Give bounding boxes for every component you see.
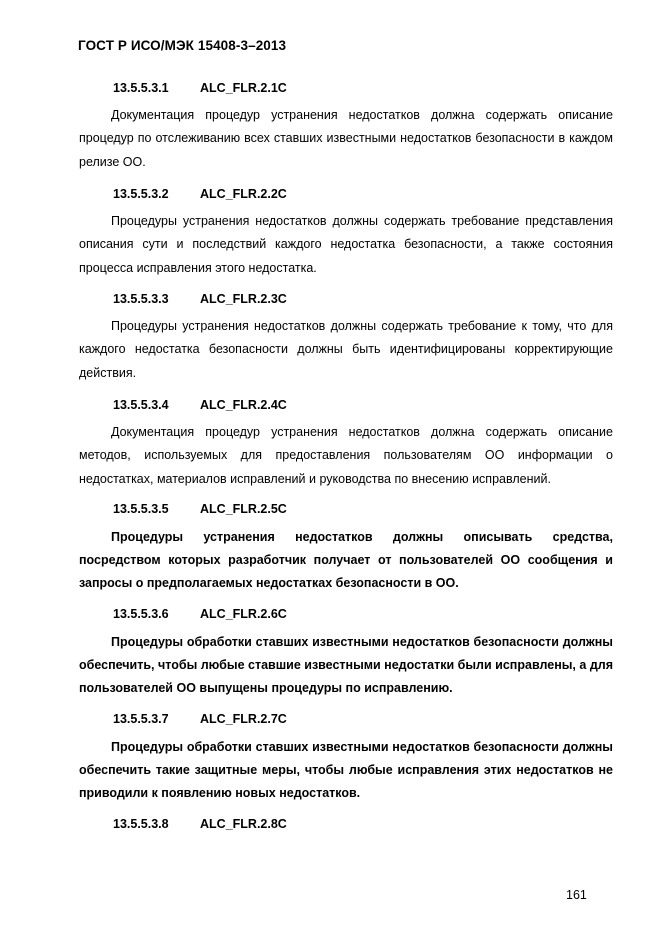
clause-id: ALC_FLR.2.4C: [200, 398, 287, 412]
clause-heading: [113, 817, 287, 831]
clause-number: 13.5.5.3.6: [113, 607, 169, 621]
clause-id: ALC_FLR.2.1C: [200, 81, 287, 95]
clause-id: ALC_FLR.2.6C: [200, 607, 287, 621]
clause-text: Процедуры устранения недостатков должны содержать требование представления описания сути и последствий каждого недостатка безопасности, а также состояния процесса исправления этого недостатка.: [79, 214, 613, 275]
clause-id: ALC_FLR.2.2C: [200, 187, 287, 201]
clause-heading: [113, 292, 287, 306]
clause-id: ALC_FLR.2.8C: [200, 817, 287, 831]
clause-text: Документация процедур устранения недостатков должна содержать описание процедур по отслеживанию всех ставших известными недостатков безопасности в каждом релизе ОО.: [79, 108, 613, 169]
clause-id: ALC_FLR.2.3C: [200, 292, 287, 306]
clause-number: 13.5.5.3.3: [113, 292, 169, 306]
clause-heading: [113, 398, 287, 412]
clause-number: 13.5.5.3.5: [113, 502, 169, 516]
clause-text: Процедуры устранения недостатков должны описывать средства, посредством которых разработчик получает от пользователей ОО сообщения и запросы о предполагаемых недостатках безопасности в ОО.: [79, 530, 613, 591]
clause-text: Процедуры обработки ставших известными недостатков безопасности должны обеспечить, чтобы любые ставшие известными недостатки были исправлены, а для пользователей ОО выпущены процедуры по исправлению.: [79, 635, 613, 696]
clause-number: 13.5.5.3.1: [113, 81, 169, 95]
clause-heading: [113, 502, 287, 516]
clause-number: 13.5.5.3.8: [113, 817, 169, 831]
clause-text: Процедуры обработки ставших известными недостатков безопасности должны обеспечить такие защитные меры, чтобы любые исправления этих недостатков не приводили к появлению новых недостатков.: [79, 740, 613, 801]
document-header: ГОСТ Р ИСО/МЭК 15408-3–2013: [78, 38, 287, 53]
clause-text: Документация процедур устранения недостатков должна содержать описание методов, используемых для предоставления пользователям ОО информации о недостатках, материалов исправлений и руководства по внесению исправлений.: [79, 425, 613, 486]
clause-number: 13.5.5.3.2: [113, 187, 169, 201]
clause-heading: [113, 607, 287, 621]
clause-text: Процедуры устранения недостатков должны содержать требование к тому, что для каждого недостатка безопасности должны быть идентифицированы корректирующие действия.: [79, 319, 613, 380]
clause-heading: [113, 712, 287, 726]
clause-number: 13.5.5.3.4: [113, 398, 169, 412]
clause-id: ALC_FLR.2.7C: [200, 712, 287, 726]
clause-heading: [113, 187, 287, 201]
clause-number: 13.5.5.3.7: [113, 712, 169, 726]
page-number: 161: [566, 888, 587, 902]
clause-heading: [113, 81, 287, 95]
clause-id: ALC_FLR.2.5C: [200, 502, 287, 516]
